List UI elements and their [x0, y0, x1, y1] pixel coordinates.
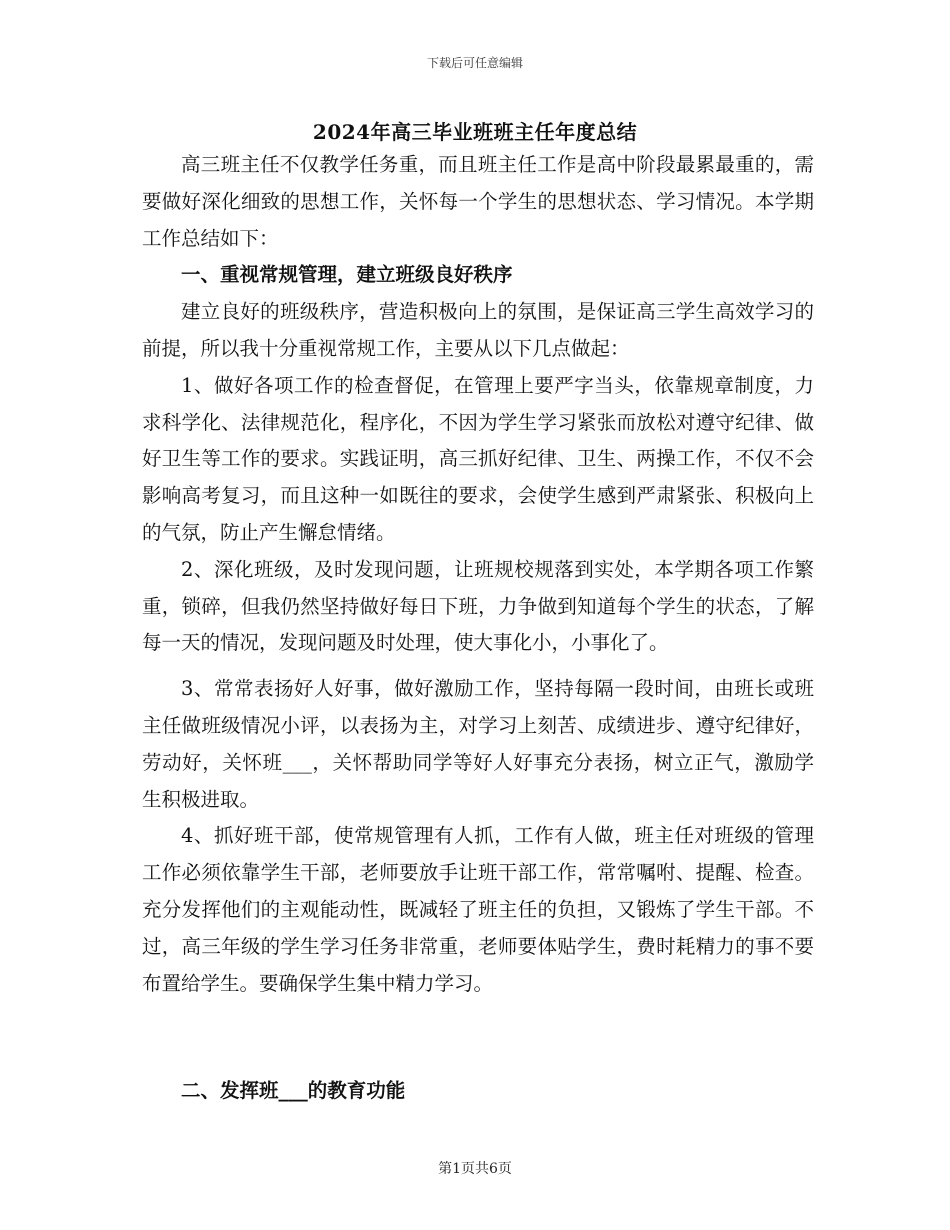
section-1-lead-paragraph: 建立良好的班级秩序，营造积极向上的氛围，是保证高三学生高效学习的前提，所以我十分重视常规工作，主要从以下几点做起： — [142, 300, 814, 360]
section-1-item-2: 2、深化班级，及时发现问题，让班规校规落到实处，本学期各项工作繁重，锁碎，但我仍然坚持做好每日下班，力争做到知道每个学生的状态，了解每一天的情况，发现问题及时处理，使大事化小，小事化了。 — [142, 557, 814, 655]
header-note: 下载后可任意编辑 — [426, 56, 523, 70]
page-footer: 第1页共6页 — [438, 1161, 512, 1177]
section-1-item-4: 4、抓好班干部，使常规管理有人抓，工作有人做，班主任对班级的管理工作必须依靠学生干部，老师要放手让班干部工作，常常嘱咐、提醒、检查。充分发挥他们的主观能动性，既减轻了班主任的负担，又锻炼了学生干部。不过，高三年级的学生学习任务非常重，老师要体贴学生，费时耗精力的事不要布置给学生。要确保学生集中精力学习。 — [142, 824, 814, 995]
document-body — [142, 147, 814, 1002]
intro-paragraph: 高三班主任不仅教学任务重，而且班主任工作是高中阶段最累最重的，需要做好深化细致的思想工作，关怀每一个学生的思想状态、学习情况。本学期工作总结如下： — [142, 153, 814, 250]
section-1-heading: 一、重视常规管理，建立班级良好秩序 — [181, 263, 513, 287]
section-1-item-1: 1、做好各项工作的检查督促，在管理上要严字当头，依靠规章制度，力求科学化、法律规范化，程序化，不因为学生学习紧张而放松对遵守纪律、做好卫生等工作的要求。实践证明，高三抓好纪律、卫生、两操工作，不仅不会影响高考复习，而且这种一如既往的要求，会使学生感到严肃紧张、积极向上的气氛，防止产生懈怠情绪。 — [142, 373, 814, 544]
section-1-item-3: 3、常常表扬好人好事，做好激励工作，坚持每隔一段时间，由班长或班主任做班级情况小评，以表扬为主，对学习上刻苦、成绩进步、遵守纪律好，劳动好，关怀班___，关怀帮助同学等好人好事充分表扬，树立正气，激励学生积极进取。 — [142, 677, 814, 811]
document-title: 2024年高三毕业班班主任年度总结 — [312, 120, 638, 144]
section-2-heading: 二、发挥班___的教育功能 — [181, 1079, 406, 1102]
